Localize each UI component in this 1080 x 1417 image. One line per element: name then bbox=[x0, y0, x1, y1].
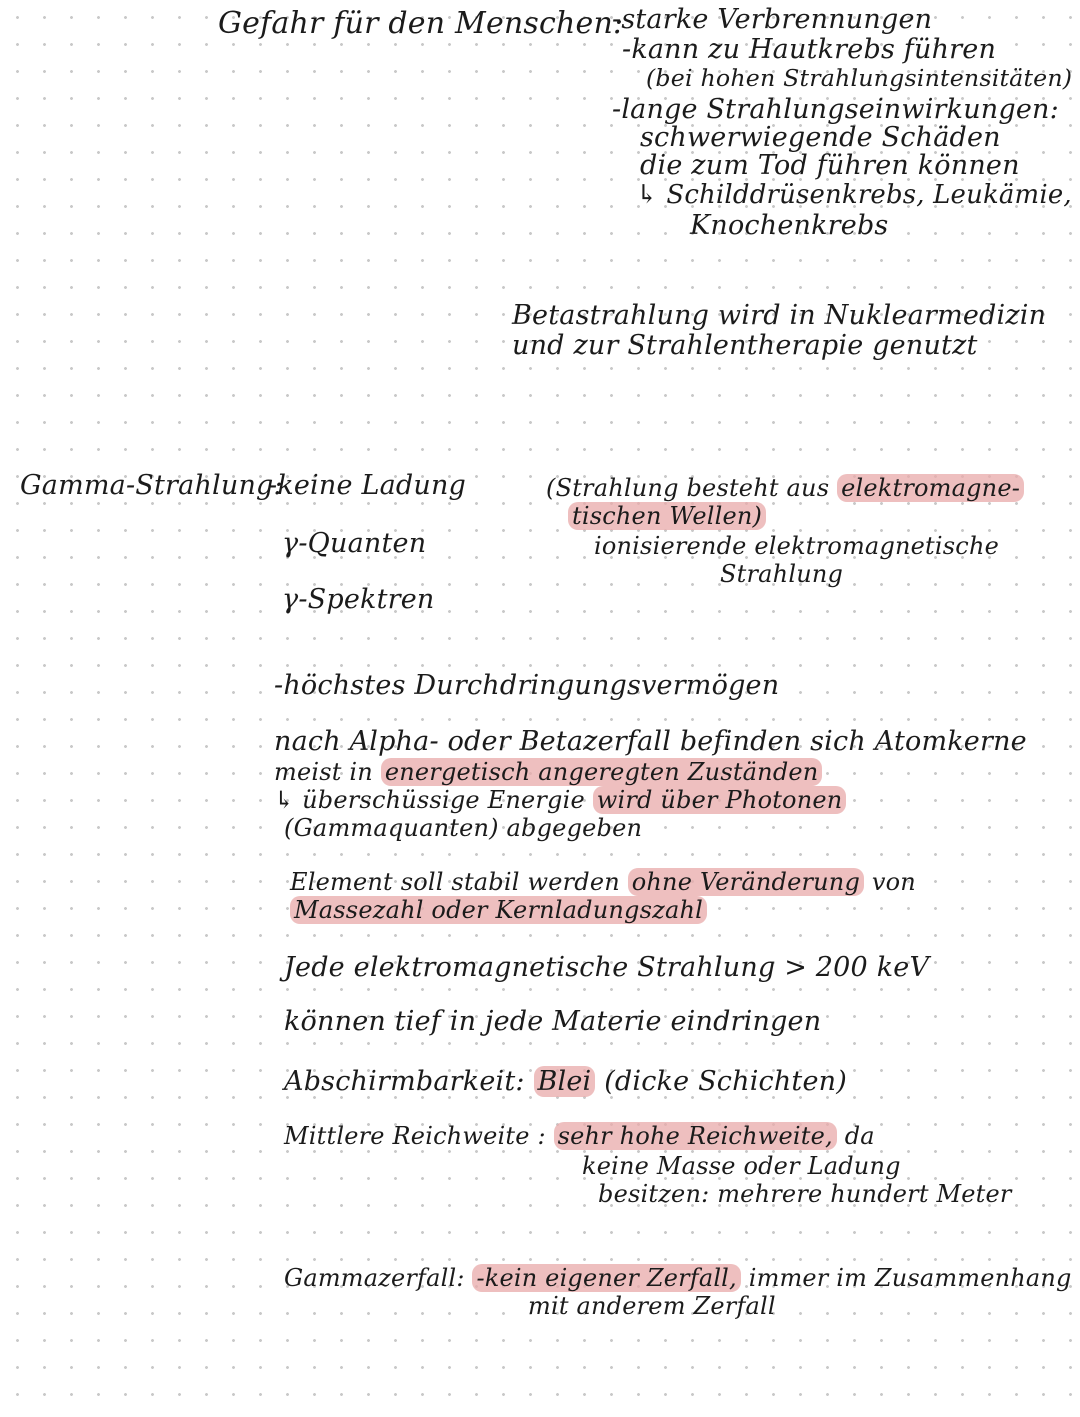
gamma-zerfall-label: Gammazerfall: bbox=[284, 1264, 465, 1292]
gamma-absch-pre: Abschirmbarkeit: bbox=[284, 1066, 525, 1097]
gamma-reichweite-line-2: keine Masse oder Ladung bbox=[582, 1152, 901, 1180]
gamma-nach-2-highlight: energetisch angeregten Zuständen bbox=[381, 758, 823, 786]
gamma-durchdringung: -höchstes Durchdringungsvermögen bbox=[274, 670, 780, 701]
gamma-reich-highlight: sehr hohe Reichweite, bbox=[554, 1122, 837, 1150]
gamma-ladung: -keine Ladung bbox=[268, 470, 467, 501]
gefahr-line-6: die zum Tod führen können bbox=[640, 150, 1020, 181]
gamma-note-line-1 bbox=[546, 474, 1024, 502]
gamma-element-highlight-2: Massezahl oder Kernladungszahl bbox=[290, 896, 707, 924]
gamma-reich-post: da bbox=[844, 1122, 875, 1150]
gamma-nach-3-pre: ↳ überschüssige Energie bbox=[274, 786, 585, 814]
gamma-note-line-2 bbox=[568, 502, 766, 530]
gamma-nach-3-highlight: wird über Photonen bbox=[593, 786, 847, 814]
gamma-element-line-1 bbox=[290, 868, 916, 896]
gamma-nach-2-pre: meist in bbox=[274, 758, 373, 786]
gefahr-line-5: schwerwiegende Schäden bbox=[640, 122, 1001, 153]
gefahr-label: Gefahr für den Menschen: bbox=[218, 6, 624, 41]
gamma-element-pre: Element soll stabil werden bbox=[290, 868, 620, 896]
gamma-note-pre: (Strahlung besteht aus bbox=[546, 474, 830, 502]
gamma-absch-highlight: Blei bbox=[534, 1066, 596, 1097]
gamma-abschirmbarkeit bbox=[284, 1066, 847, 1097]
gamma-element-highlight: ohne Veränderung bbox=[628, 868, 864, 896]
gamma-element-post: von bbox=[871, 868, 916, 896]
beta-line-1: Betastrahlung wird in Nuklearmedizin bbox=[512, 300, 1047, 331]
gamma-quanten: γ-Quanten bbox=[282, 528, 427, 559]
gamma-nach-line-1: nach Alpha- oder Betazerfall befinden sich Atomkerne bbox=[274, 726, 1027, 757]
gamma-ion-line-1: ionisierende elektromagnetische bbox=[594, 532, 1000, 560]
gamma-absch-post: (dicke Schichten) bbox=[604, 1066, 847, 1097]
gefahr-line-4: -lange Strahlungseinwirkungen: bbox=[612, 94, 1059, 125]
beta-line-2: und zur Strahlentherapie genutzt bbox=[512, 330, 978, 361]
gamma-spektren: γ-Spektren bbox=[282, 584, 435, 615]
gamma-zerfall-highlight: -kein eigener Zerfall, bbox=[472, 1264, 740, 1292]
gefahr-line-3: (bei hohen Strahlungsintensitäten) bbox=[646, 64, 1073, 92]
gamma-reich-label: Mittlere Reichweite : bbox=[284, 1122, 546, 1150]
gamma-zerfall-line-1 bbox=[284, 1264, 1072, 1292]
gefahr-line-2: -kann zu Hautkrebs führen bbox=[622, 34, 997, 65]
gamma-nach-line-4: (Gammaquanten) abgegeben bbox=[284, 814, 643, 842]
gamma-nach-line-2 bbox=[274, 758, 822, 786]
gamma-jede-line-1: Jede elektromagnetische Strahlung > 200 keV bbox=[284, 952, 930, 983]
gamma-label: Gamma-Strahlung: bbox=[20, 470, 283, 501]
gamma-zerfall-post: immer im Zusammenhang bbox=[748, 1264, 1072, 1292]
gamma-zerfall-line-2: mit anderem Zerfall bbox=[528, 1292, 776, 1320]
gefahr-line-1: -starke Verbrennungen bbox=[612, 4, 933, 35]
gamma-jede-line-2: können tief in jede Materie eindringen bbox=[284, 1006, 822, 1037]
gamma-ion-line-2: Strahlung bbox=[720, 560, 844, 588]
gamma-note-highlight-2: tischen Wellen) bbox=[568, 502, 766, 530]
gamma-reichweite-line-3: besitzen: mehrere hundert Meter bbox=[598, 1180, 1012, 1208]
gamma-nach-line-3 bbox=[274, 786, 846, 814]
gamma-reichweite-line-1 bbox=[284, 1122, 875, 1150]
gamma-element-line-2 bbox=[290, 896, 707, 924]
gefahr-line-8: Knochenkrebs bbox=[690, 210, 889, 241]
gamma-note-highlight: elektromagne- bbox=[837, 474, 1024, 502]
gefahr-line-7: ↳ Schilddrüsenkrebs, Leukämie, bbox=[636, 180, 1072, 210]
